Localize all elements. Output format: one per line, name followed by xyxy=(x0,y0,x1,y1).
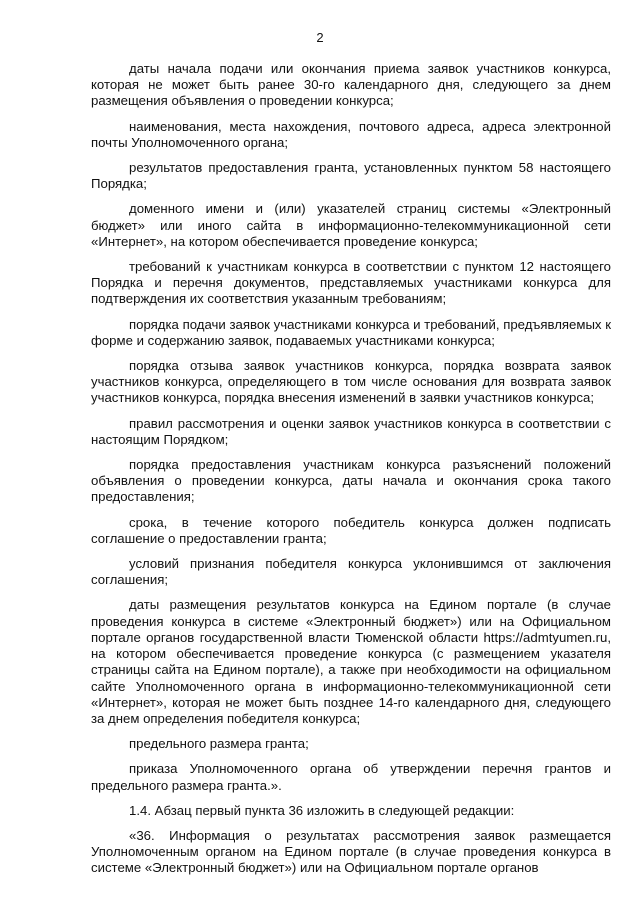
document-body xyxy=(91,61,611,886)
paragraph: правил рассмотрения и оценки заявок участников конкурса в соответствии с настоящим Порядком; xyxy=(91,415,611,447)
paragraph: «36. Информация о результатах рассмотрения заявок размещается Уполномоченным органом на Едином портале (в случае проведения конкурса в системе «Электронный бюджет») или на Официальном портале органов xyxy=(91,827,611,876)
paragraph: порядка отзыва заявок участников конкурса, порядка возврата заявок участников конкурса, определяющего в том числе основания для возврата заявок участников конкурса, порядка внесения изменений в заявки участников конкурса; xyxy=(91,358,611,406)
paragraph: предельного размера гранта; xyxy=(129,736,309,752)
paragraph: требований к участникам конкурса в соответствии с пунктом 12 настоящего Порядка и перечня документов, представляемых участниками конкурса для подтверждения их соответствия указанным требованиям; xyxy=(91,259,611,307)
paragraph: условий признания победителя конкурса уклонившимся от заключения соглашения; xyxy=(91,556,611,588)
paragraph: доменного имени и (или) указателей страниц системы «Электронный бюджет» или иного сайта в информационно-телекоммуникационной сети «Интернет», на котором обеспечивается проведение конкурса; xyxy=(91,201,611,249)
paragraph: порядка подачи заявок участниками конкурса и требований, предъявляемых к форме и содержанию заявок, подаваемых участниками конкурса; xyxy=(91,316,611,348)
paragraph: 1.4. Абзац первый пункта 36 изложить в следующей редакции: xyxy=(129,802,515,818)
paragraph: наименования, места нахождения, почтового адреса, адреса электронной почты Уполномоченного органа; xyxy=(91,118,611,150)
paragraph: даты начала подачи или окончания приема заявок участников конкурса, которая не может быть ранее 30-го календарного дня, следующего за днем размещения объявления о проведении конкурса; xyxy=(91,61,611,109)
paragraph: порядка предоставления участникам конкурса разъяснений положений объявления о проведении конкурса, даты начала и окончания срока такого предоставления; xyxy=(91,457,611,505)
page-number: 2 xyxy=(316,30,324,45)
paragraph: даты размещения результатов конкурса на Едином портале (в случае проведения конкурса в системе «Электронный бюджет») или на Официальном портале органов государственной власти Тюменской области https://admtyumen.ru, на котором обеспечивается проведение конкурса (с размещением указателя страницы сайта на Едином портале), а также при необходимости на официальном сайте Уполномоченного органа в информационно-телекоммуникационной сети «Интернет», которая не может быть позднее 14-го календарного дня, следующего за днем определения победителя конкурса; xyxy=(91,597,611,726)
paragraph: приказа Уполномоченного органа об утверждении перечня грантов и предельного размера гранта.». xyxy=(91,761,611,793)
paragraph: срока, в течение которого победитель конкурса должен подписать соглашение о предоставлении гранта; xyxy=(91,514,611,546)
paragraph: результатов предоставления гранта, установленных пунктом 58 настоящего Порядка; xyxy=(91,160,611,192)
